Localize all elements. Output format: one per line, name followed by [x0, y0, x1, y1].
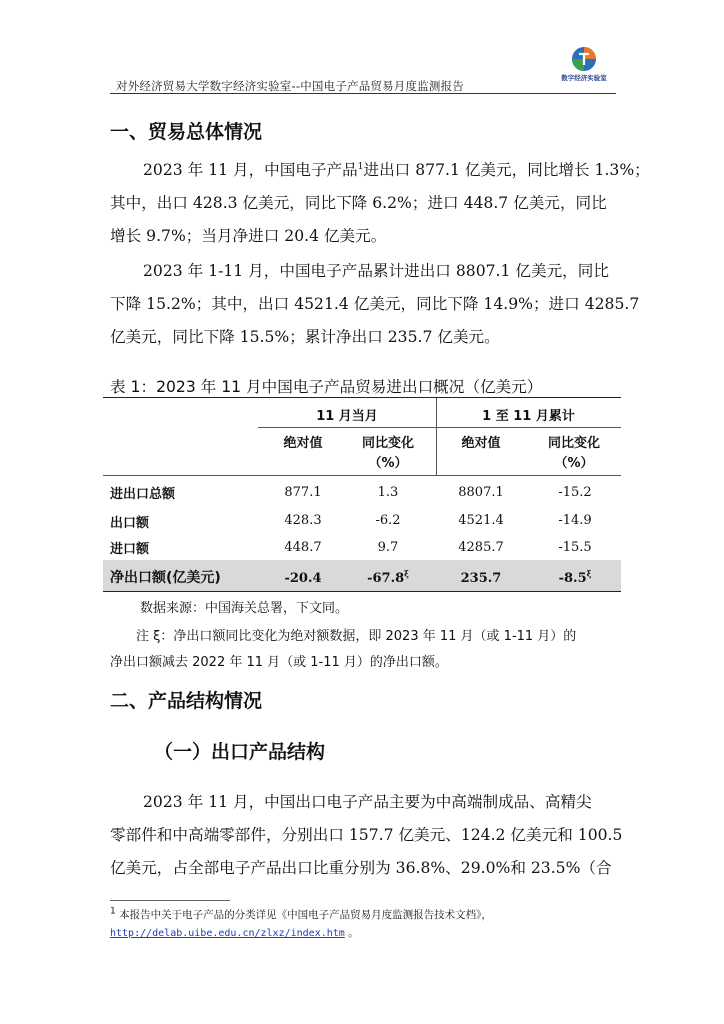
- xi-note-mark: ξ: [586, 568, 592, 579]
- paragraph-line: 增长 9.7%；当月净进口 20.4 亿美元。: [110, 227, 387, 245]
- paragraph-line: 2023 年 11 月，中国出口电子产品主要为中高端制成品、高精尖: [143, 793, 592, 811]
- footnote-rule: [110, 900, 230, 901]
- cell-number: -67.8: [367, 571, 405, 586]
- paragraph-line: 下降 15.2%；其中，出口 4521.4 亿美元，同比下降 14.9%；进口 4285.7: [110, 295, 640, 313]
- report-header-title: 对外经济贸易大学数字经济实验室--中国电子产品贸易月度监测报告: [116, 79, 464, 93]
- header-bottom-rule: [103, 475, 621, 476]
- section-heading-overall: 一、贸易总体情况: [110, 121, 263, 143]
- subheader-yoy-line1: 同比变化: [547, 436, 600, 451]
- subheader-abs-month: 绝对值: [283, 436, 323, 451]
- subsection-heading-export: （一）出口产品结构: [154, 741, 326, 763]
- footnote: [110, 906, 492, 943]
- group-header-month: 11 月当月: [316, 409, 378, 424]
- paragraph-line: 2023 年 1-11 月，中国电子产品累计进出口 8807.1 亿美元，同比: [143, 262, 609, 280]
- paragraph-monthly-overview: [110, 154, 650, 253]
- text-run: 进出口 877.1 亿美元，同比增长 1.3%；: [363, 161, 650, 179]
- cell-value: -6.2: [375, 513, 401, 528]
- paragraph-export-structure: [110, 786, 623, 885]
- paragraph-line: 亿美元，同比下降 15.5%；累计净出口 235.7 亿美元。: [110, 328, 500, 346]
- subheader-yoy-cumulative: [527, 434, 621, 474]
- cell-value: 877.1: [284, 485, 322, 500]
- subheader-yoy-line2: （%）: [554, 456, 594, 471]
- section-heading-structure: 二、产品结构情况: [110, 690, 263, 712]
- subheader-yoy-month: [340, 434, 436, 474]
- row-label-export: 出口额: [110, 516, 150, 531]
- logo-caption: 数字经济实验室: [561, 74, 607, 82]
- header-divider: [110, 93, 616, 94]
- paragraph-line: 零部件和中高端零部件，分别出口 157.7 亿美元、124.2 亿美元和 100.5: [110, 826, 623, 844]
- subheader-yoy-line2: （%）: [368, 456, 408, 471]
- data-source-note: 数据来源：中国海关总署，下文同。: [140, 601, 349, 616]
- footnote-ref[interactable]: 1: [357, 161, 364, 172]
- row-label-total: 进出口总额: [110, 487, 176, 502]
- cell-value: 1.3: [377, 485, 399, 500]
- paragraph-cumulative-overview: [110, 255, 640, 354]
- cell-value: -20.4: [284, 571, 322, 586]
- table-bottom-rule: [103, 591, 621, 592]
- cell-value: 4285.7: [458, 540, 504, 555]
- cell-value: 448.7: [284, 540, 322, 555]
- table-note: [110, 624, 616, 676]
- footnote-mark: 1: [110, 906, 116, 917]
- xi-note-mark: ξ: [404, 568, 409, 579]
- cell-value: 9.7: [377, 540, 399, 555]
- row-label-net-export: 净出口额(亿美元): [110, 570, 221, 586]
- note-line: 净出口额减去 2022 年 11 月（或 1-11 月）的净出口额。: [110, 655, 448, 670]
- cell-value: -15.2: [558, 485, 592, 500]
- paragraph-line: 其中，出口 428.3 亿美元，同比下降 6.2%；进口 448.7 亿美元，同比: [110, 194, 607, 212]
- paragraph-line: 亿美元，占全部电子产品出口比重分别为 36.8%、29.0%和 23.5%（合: [110, 859, 612, 877]
- lab-logo: [556, 46, 612, 92]
- table-caption: 表 1：2023 年 11 月中国电子产品贸易进出口概况（亿美元）: [110, 378, 543, 396]
- row-label-import: 进口额: [110, 542, 150, 557]
- cell-value-with-note: [530, 568, 620, 586]
- cell-value: 235.7: [460, 571, 502, 586]
- subheader-yoy-line1: 同比变化: [361, 436, 414, 451]
- cell-value: -14.9: [558, 513, 592, 528]
- footnote-tail: 。: [348, 927, 359, 939]
- footnote-line: [110, 924, 492, 943]
- group-header-rule: [258, 427, 621, 428]
- footnote-line: [110, 906, 492, 924]
- cell-value: 428.3: [284, 513, 322, 528]
- paragraph-line: [110, 154, 650, 187]
- subheader-abs-cumulative: 绝对值: [461, 436, 501, 451]
- cell-value: 4521.4: [458, 513, 504, 528]
- group-header-cumulative: 1 至 11 月累计: [482, 409, 575, 424]
- cell-value-with-note: [343, 568, 433, 586]
- cell-number: -8.5: [558, 571, 587, 586]
- table-top-rule: [103, 397, 621, 398]
- text-run: 2023 年 11 月，中国电子产品: [143, 161, 358, 179]
- cell-value: 8807.1: [458, 485, 504, 500]
- footnote-text: 本报告中关于电子产品的分类详见《中国电子产品贸易月度监测报告技术文档》，: [119, 909, 492, 921]
- globe-logo-icon: [571, 46, 597, 72]
- note-line: 注 ξ：净出口额同比变化为绝对额数据，即 2023 年 11 月（或 1-11 月）的: [136, 629, 577, 644]
- footnote-link[interactable]: http://delab.uibe.edu.cn/zlxz/index.htm: [110, 928, 345, 939]
- cell-value: -15.5: [558, 540, 592, 555]
